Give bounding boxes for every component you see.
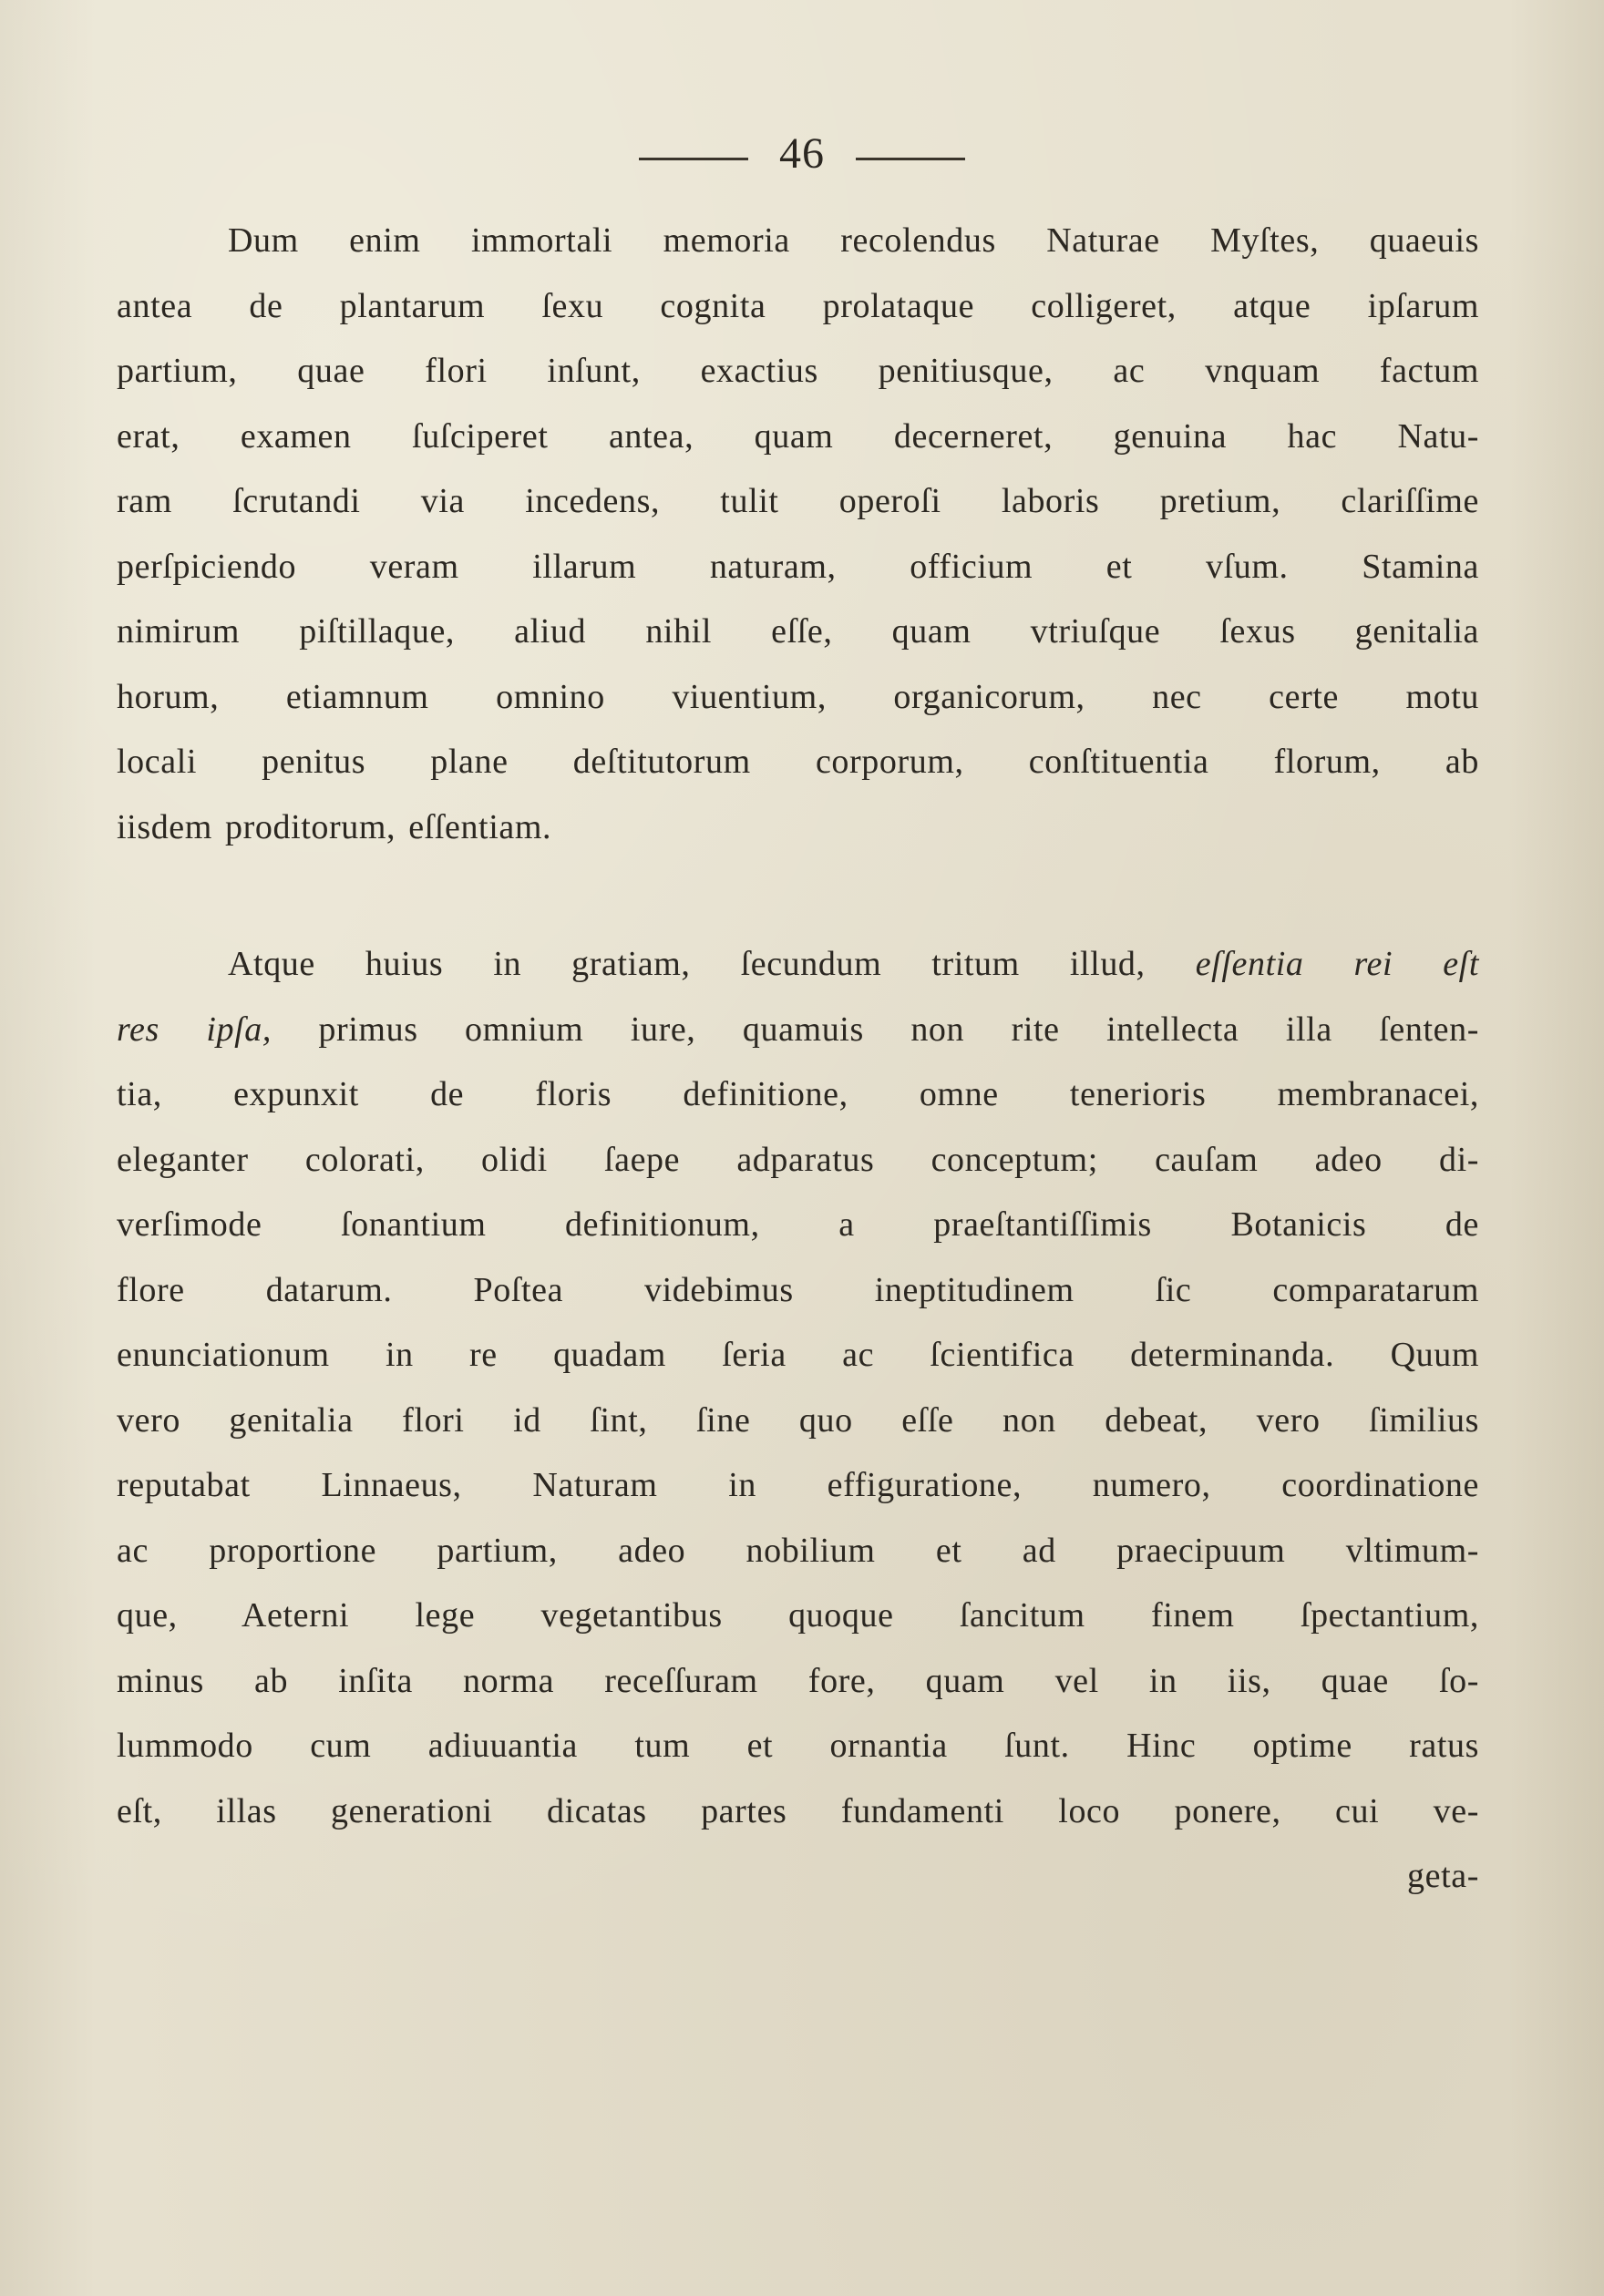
paragraph-line: reputabat Linnaeus, Naturam in effiguratione, numero, coordinatione [117,1466,1479,1504]
paragraph-line: antea de plantarum ſexu cognita prolataque colligeret, atque ipſarum [117,286,1479,325]
paragraph-line: partium, quae flori inſunt, exactius penitiusque, ac vnquam factum [117,352,1479,390]
paragraph-line: Dum enim immortali memoria recolendus Naturae Myſtes, quaeuis [228,221,1479,260]
header-rule-right [856,158,965,160]
paragraph-line: perſpiciendo veram illarum naturam, officium et vſum. Stamina [117,547,1479,586]
paragraph-line: lummodo cum adiuuantia tum et ornantia ſunt. Hinc optime ratus [117,1727,1479,1765]
paragraph-2 [117,932,1479,1910]
paragraph-line: nimirum piſtillaque, aliud nihil eſſe, quam vtriuſque ſexus genitalia [117,612,1479,651]
paragraph-line: ac proportione partium, adeo nobilium et ad praecipuum vltimum- [117,1531,1479,1570]
paragraph-text: Atque huius in gratiam, ſecundum tritum illud, [228,945,1146,983]
paragraph-line: flore datarum. Poſtea videbimus ineptitudinem ſic comparatarum [117,1270,1479,1309]
paragraph-line: erat, examen ſuſciperet antea, quam decerneret, genuina hac Natu- [117,416,1479,456]
paragraph-line: tia, expunxit de floris definitione, omne tenerioris membranacei, [117,1075,1479,1113]
paragraph-1 [117,209,1479,860]
paragraph-line: horum, etiamnum omnino viuentium, organicorum, nec certe motu [117,677,1479,716]
header-rule-left [639,158,748,160]
paragraph-line: minus ab inſita norma receſſuram fore, quam vel in iis, quae ſo- [117,1661,1479,1700]
paragraph-line-second [117,998,1479,1063]
paragraph-line: iisdem proditorum, eſſentiam. [117,807,552,846]
paragraph-text: primus omnium iure, quamuis non rite intellecta illa ſenten- [318,1010,1479,1049]
page-number: 46 [779,128,825,178]
italic-phrase: eſſentia rei eſt [1195,945,1479,983]
italic-phrase: res ipſa, [117,1010,272,1049]
paragraph-line: vero genitalia flori id ſint, ſine quo eſſe non debeat, vero ſimilius [117,1400,1479,1440]
catchword: geta- [1407,1857,1479,1895]
page-header [0,117,1604,190]
paragraph-line-first [117,932,1479,998]
paragraph-line: eleganter colorati, olidi ſaepe adparatus conceptum; cauſam adeo di- [117,1140,1479,1179]
paragraph-line: que, Aeterni lege vegetantibus quoque ſancitum finem ſpectantium, [117,1596,1479,1635]
paragraph-line: locali penitus plane deſtitutorum corporum, conſtituentia florum, ab [117,743,1479,781]
paragraph-line: eſt, illas generationi dicatas partes fundamenti loco ponere, cui ve- [117,1791,1479,1830]
paragraph-line: ram ſcrutandi via incedens, tulit operoſi laboris pretium, clariſſime [117,482,1479,520]
paragraph-line: enunciationum in re quadam ſeria ac ſcientifica determinanda. Quum [117,1336,1479,1374]
paragraph-line: verſimode ſonantium definitionum, a praeſtantiſſimis Botanicis de [117,1205,1479,1244]
